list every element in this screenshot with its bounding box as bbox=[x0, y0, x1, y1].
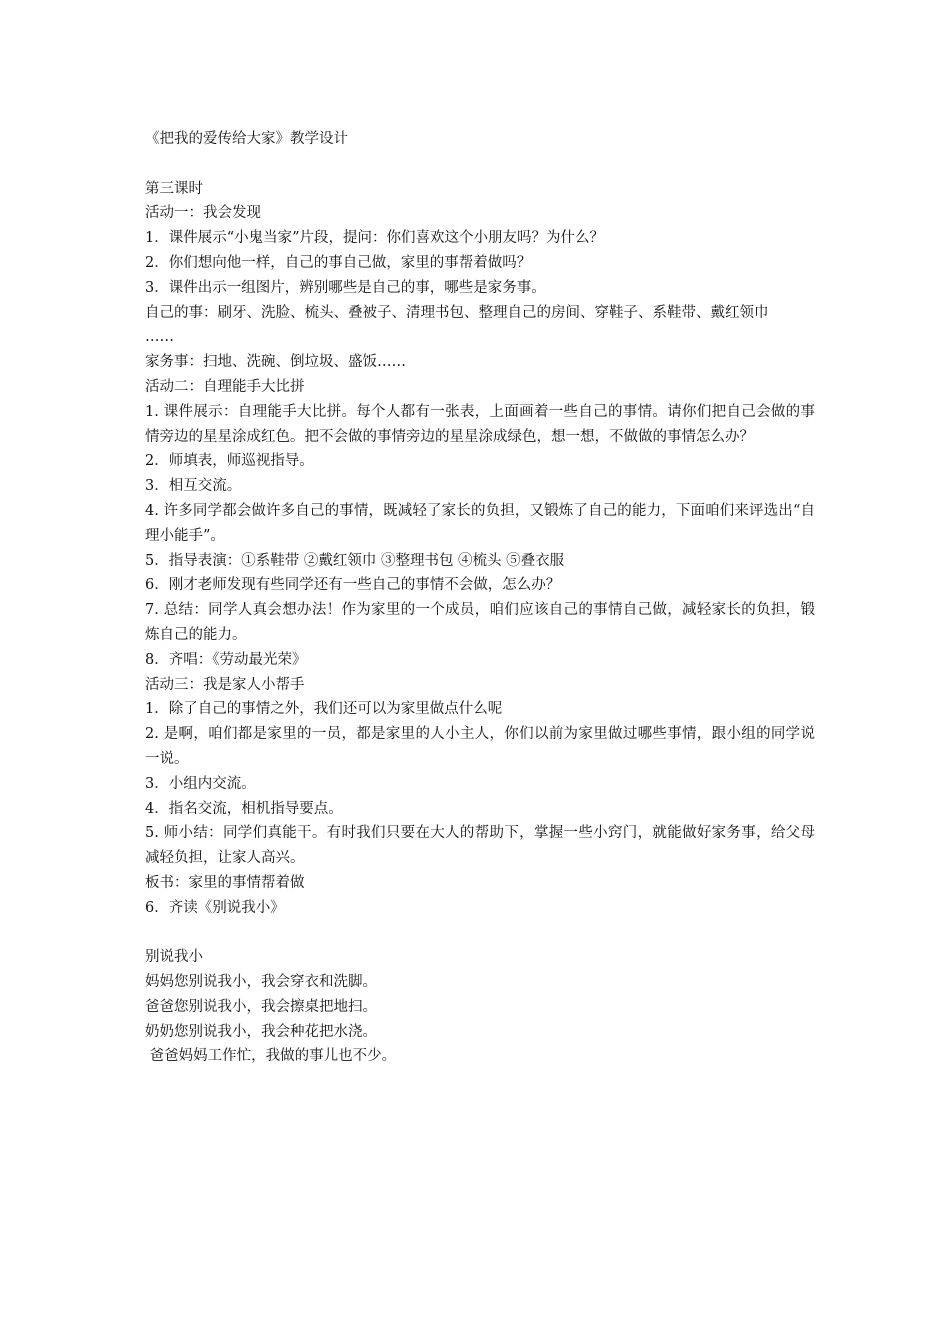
document-body bbox=[145, 127, 815, 1069]
activity2-item-8: 8．齐唱：《劳动最光荣》 bbox=[145, 651, 307, 668]
activity3-item-2: 2. 是啊，咱们都是家里的一员，都是家里的人小主人，你们以前为家里做过哪些事情，跟小组的同学说一说。 bbox=[145, 726, 815, 767]
activity3-item-5: 5. 师小结：同学们真能干。有时我们只要在大人的帮助下，掌握一些小窍门，就能做好家务事，给父母减轻负担，让家人高兴。 bbox=[145, 825, 815, 867]
activity2-item-7: 7. 总结：同学人真会想办法！作为家里的一个成员，咱们应该自己的事情自己做，减轻家长的负担，锻炼自己的能力。 bbox=[145, 602, 815, 643]
poem-title: 别说我小 bbox=[145, 949, 203, 966]
activity3-item-1: 1．除了自己的事情之外，我们还可以为家里做点什么呢 bbox=[145, 701, 503, 718]
poem-line-2: 爸爸您别说我小，我会擦桌把地扫。 bbox=[145, 998, 377, 1015]
activity2-item-3: 3．相互交流。 bbox=[145, 478, 242, 495]
activity2-item-1: 1. 课件展示：自理能手大比拼。每个人都有一张表，上面画着一些自己的事情。请你们把自己会做的事情旁边的星星涂成红色。把不会做的事情旁边的星星涂成绿色，想一想，不做做的事情怎么办？ bbox=[145, 403, 815, 445]
activity2-item-5: 5．指导表演：①系鞋带 ②戴红领巾 ③整理书包 ④梳头 ⑤叠衣服 bbox=[145, 552, 565, 569]
activity2-item-6: 6．刚才老师发现有些同学还有一些自己的事情不会做，怎么办？ bbox=[145, 577, 561, 594]
activity1-item-2: 2．你们想向他一样，自己的事自己做，家里的事帮着做吗？ bbox=[145, 254, 532, 271]
housework-line: 家务事：扫地、洗碗、倒垃圾、盛饭…… bbox=[145, 354, 406, 371]
poem-line-4: 爸爸妈妈工作忙，我做的事儿也不少。 bbox=[145, 1048, 397, 1065]
poem-line-3: 奶奶您别说我小，我会种花把水浇。 bbox=[145, 1023, 377, 1040]
activity2-item-4: 4. 许多同学都会做许多自己的事情，既减轻了家长的负担，又锻炼了自己的能力，下面咱们来评选出“自理小能手”。 bbox=[145, 502, 815, 544]
activity3-item-4: 4．指名交流，相机指导要点。 bbox=[145, 800, 343, 817]
blank-line bbox=[145, 152, 815, 177]
activity3-heading: 活动三：我是家人小帮手 bbox=[145, 676, 305, 693]
blank-line bbox=[145, 921, 815, 946]
own-tasks-line-2: …… bbox=[145, 329, 174, 346]
lesson-label: 第三课时 bbox=[145, 180, 203, 197]
own-tasks-line-1: 自己的事：刷牙、洗脸、梳头、叠被子、清理书包、整理自己的房间、穿鞋子、系鞋带、戴红领巾 bbox=[145, 304, 769, 321]
activity1-item-3: 3．课件出示一组图片，辨别哪些是自己的事，哪些是家务事。 bbox=[145, 279, 546, 296]
board-writing: 板书：家里的事情帮着做 bbox=[145, 874, 305, 891]
activity2-heading: 活动二：自理能手大比拼 bbox=[145, 378, 305, 395]
activity2-item-2: 2．师填表，师巡视指导。 bbox=[145, 453, 314, 470]
document-title: 《把我的爱传给大家》教学设计 bbox=[145, 131, 348, 147]
activity3-item-3: 3．小组内交流。 bbox=[145, 775, 256, 792]
poem-line-1: 妈妈您别说我小，我会穿衣和洗脚。 bbox=[145, 974, 377, 991]
activity1-item-1: 1．课件展示“小鬼当家”片段，提问：你们喜欢这个小朋友吗？为什么？ bbox=[145, 230, 605, 247]
activity3-item-6: 6．齐读《别说我小》 bbox=[145, 899, 285, 916]
activity1-heading: 活动一：我会发现 bbox=[145, 205, 261, 222]
